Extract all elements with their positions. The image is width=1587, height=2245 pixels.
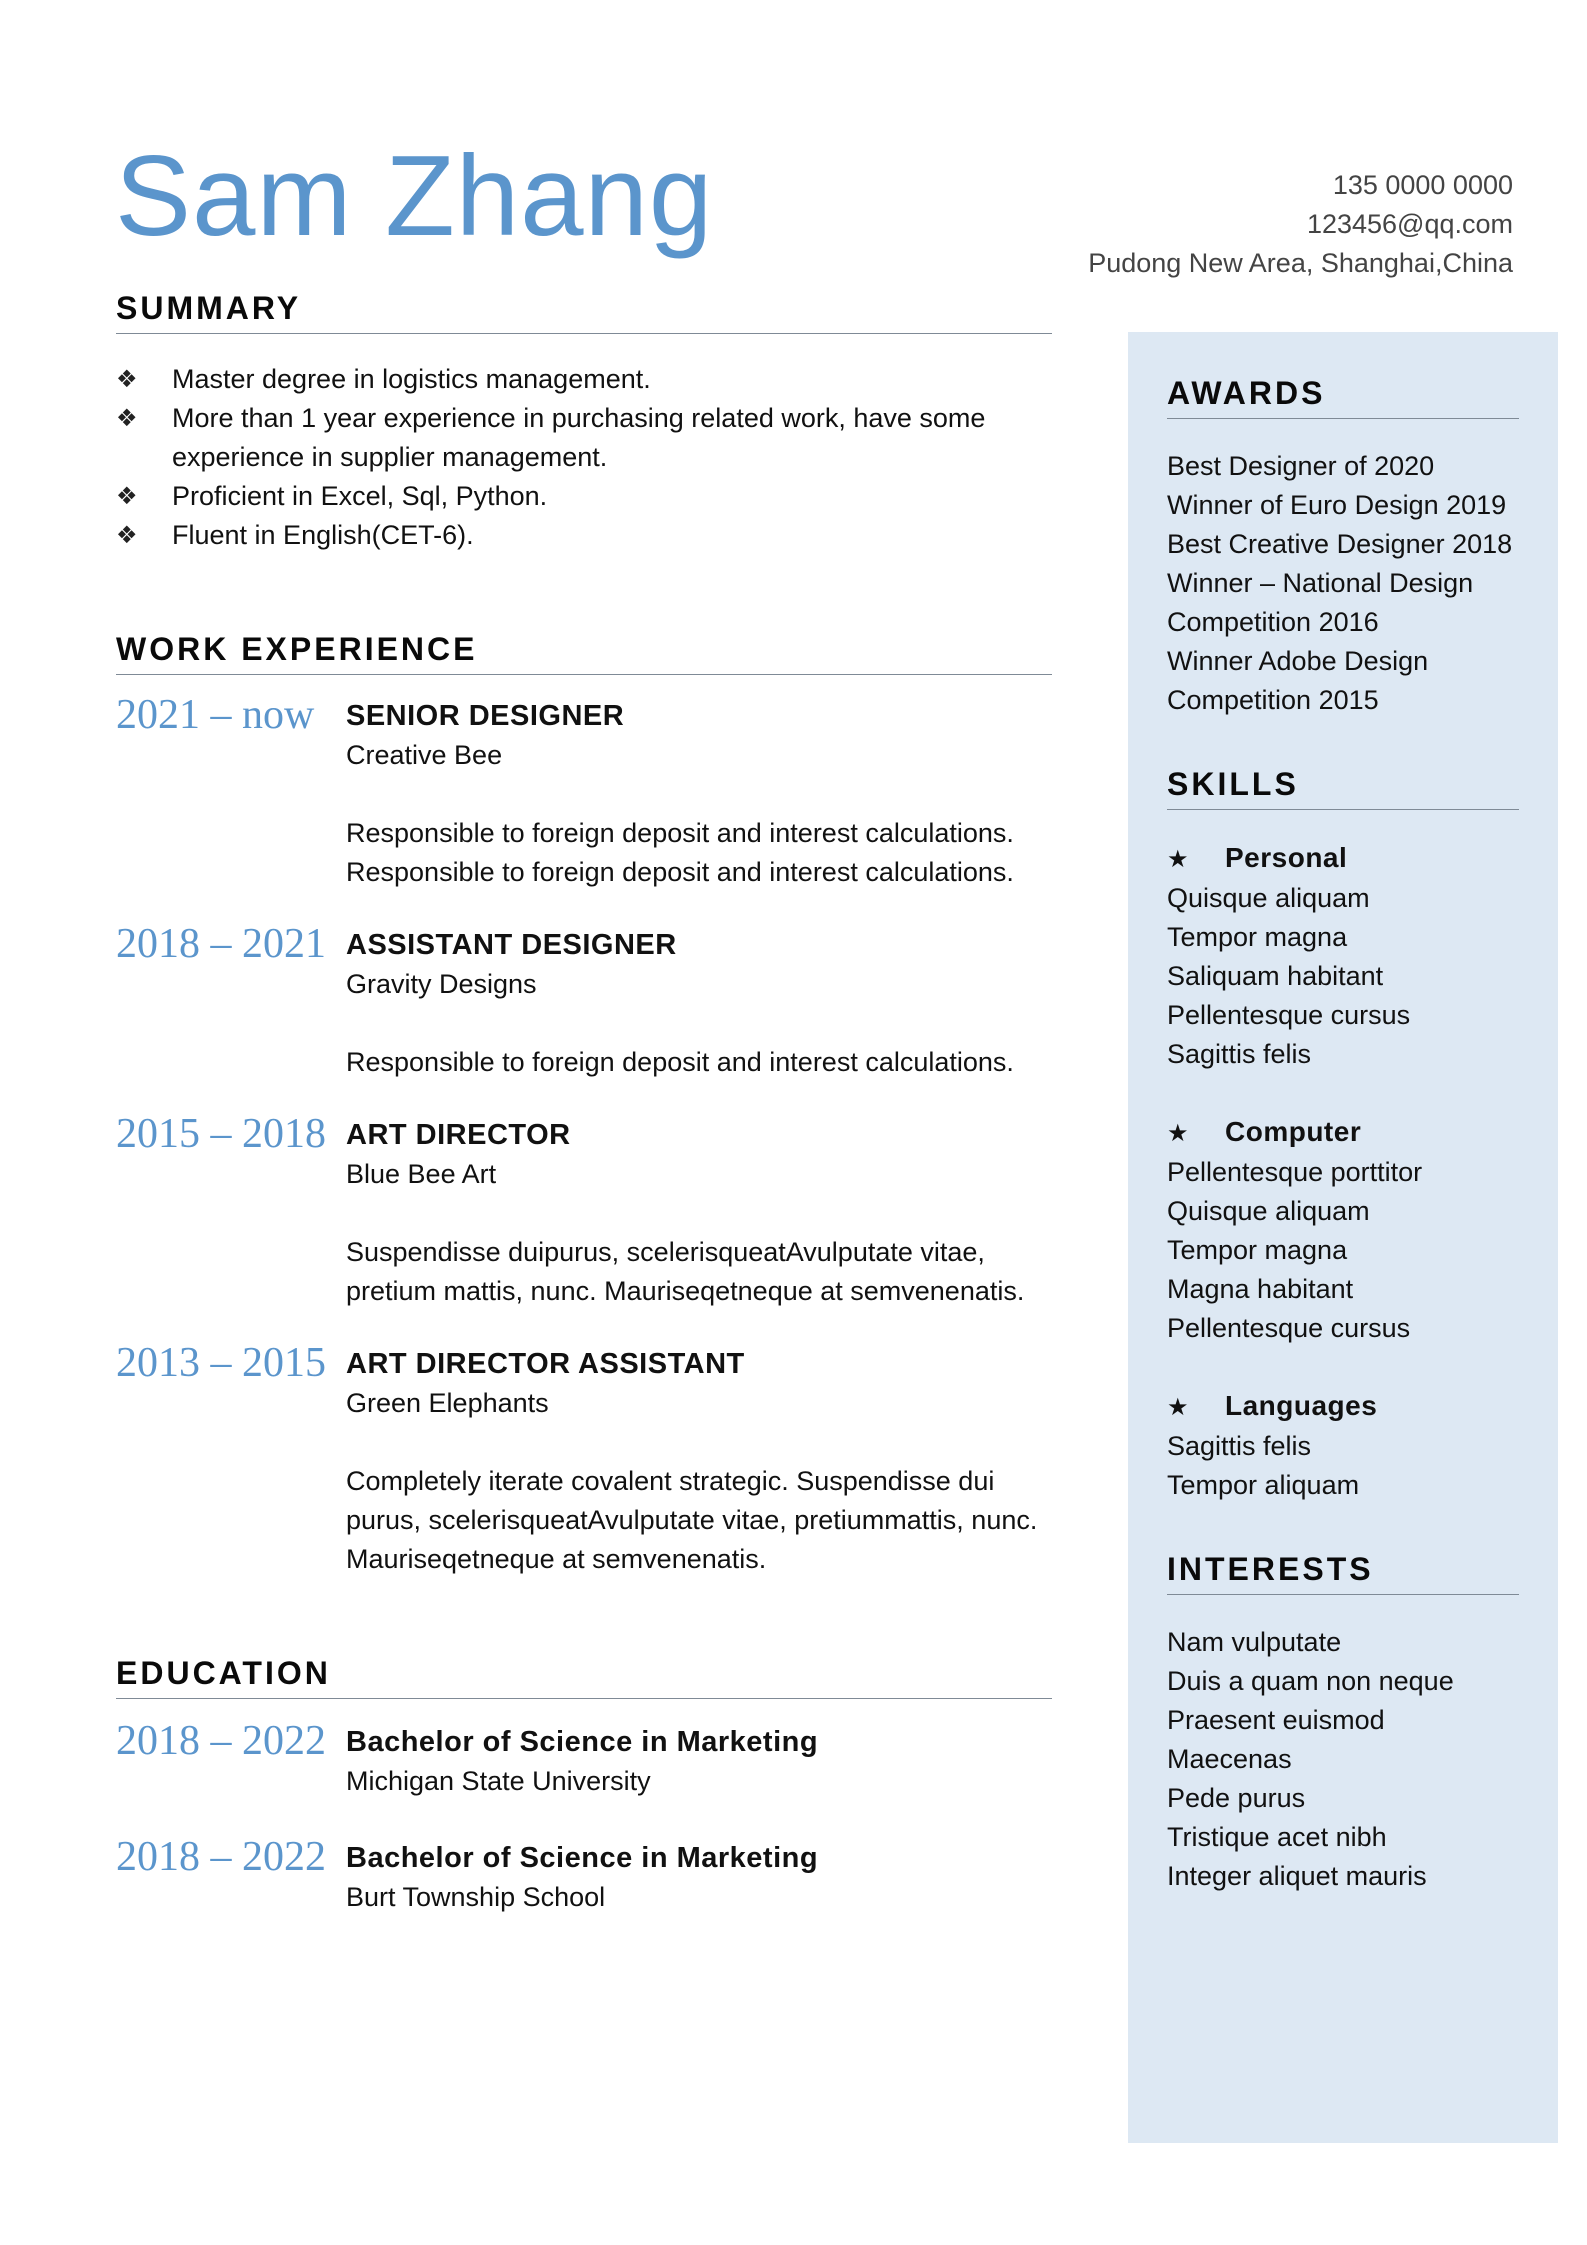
diamond-bullet-icon: ❖ <box>116 405 138 432</box>
skill-item: Tempor aliquam <box>1167 1470 1360 1500</box>
job-description: Suspendisse duipurus, scelerisqueatAvulputate vitae, pretium mattis, nunc. Mauriseqetneque at semvenenatis. <box>346 1237 1025 1306</box>
email-address: 123456@qq.com <box>1306 209 1513 239</box>
education-entry <box>116 1718 1052 1801</box>
contact-info <box>1088 166 1513 283</box>
skill-item: Sagittis felis <box>1167 1039 1312 1069</box>
diamond-bullet-icon: ❖ <box>116 483 138 510</box>
summary-item: ❖ More than 1 year experience in purchasing related work, have some experience in supplier management. <box>116 399 1052 477</box>
awards-section <box>1167 375 1519 720</box>
job-description: Responsible to foreign deposit and interest calculations. <box>346 1047 1014 1077</box>
skill-group <box>1167 838 1519 1074</box>
job-company: Creative Bee <box>346 740 503 770</box>
job-company: Gravity Designs <box>346 969 537 999</box>
skill-item: Pellentesque cursus <box>1167 1000 1411 1030</box>
interest-item: Maecenas <box>1167 1744 1292 1774</box>
work-experience-section <box>116 631 1052 1579</box>
interest-item: Nam vulputate <box>1167 1627 1342 1657</box>
summary-list <box>116 360 1052 555</box>
sidebar <box>1128 332 1558 2143</box>
skill-item: Pellentesque cursus <box>1167 1313 1411 1343</box>
award-item: Competition 2016 <box>1167 607 1379 637</box>
skill-item: Pellentesque porttitor <box>1167 1157 1423 1187</box>
star-icon: ★ <box>1167 846 1190 873</box>
skill-group <box>1167 1386 1519 1505</box>
diamond-bullet-icon: ❖ <box>116 522 138 549</box>
award-item: Winner of Euro Design 2019 <box>1167 490 1507 520</box>
star-icon: ★ <box>1167 1120 1190 1147</box>
skill-group-name: Computer <box>1225 1116 1362 1147</box>
job-entry <box>116 692 1052 892</box>
skill-item: Tempor magna <box>1167 1235 1348 1265</box>
work-experience-heading: WORK EXPERIENCE <box>116 631 1052 675</box>
star-icon: ★ <box>1167 1394 1190 1421</box>
job-entry <box>116 1111 1052 1311</box>
interests-section <box>1167 1551 1519 1896</box>
skill-item: Quisque aliquam <box>1167 883 1370 913</box>
skill-item: Saliquam habitant <box>1167 961 1384 991</box>
interest-item: Integer aliquet mauris <box>1167 1861 1427 1891</box>
interest-item: Duis a quam non neque <box>1167 1666 1454 1696</box>
summary-heading: SUMMARY <box>116 290 1052 334</box>
interest-item: Praesent euismod <box>1167 1705 1385 1735</box>
skill-group-name: Languages <box>1225 1390 1378 1421</box>
home-address: Pudong New Area, Shanghai,China <box>1088 248 1513 278</box>
summary-item: ❖ Proficient in Excel, Sql, Python. <box>116 477 1052 516</box>
skill-item: Tempor magna <box>1167 922 1348 952</box>
award-item: Winner – National Design <box>1167 568 1474 598</box>
skills-section <box>1167 766 1519 1505</box>
job-list <box>116 692 1052 1579</box>
skill-group <box>1167 1112 1519 1348</box>
job-company: Green Elephants <box>346 1388 549 1418</box>
interests-list <box>1167 1623 1519 1896</box>
education-entry <box>116 1834 1052 1917</box>
award-item: Competition 2015 <box>1167 685 1379 715</box>
candidate-name: Sam Zhang <box>115 133 714 260</box>
job-description: Completely iterate covalent strategic. Suspendisse dui purus, scelerisqueatAvulputate vitae, pretiummattis, nunc. Mauriseqetneque at semvenenatis. <box>346 1466 1038 1574</box>
awards-heading: AWARDS <box>1167 375 1519 419</box>
degree-title: Bachelor of Science in Marketing <box>346 1726 819 1758</box>
award-item: Winner Adobe Design <box>1167 646 1429 676</box>
job-title: ART DIRECTOR ASSISTANT <box>346 1348 745 1380</box>
award-item: Best Creative Designer 2018 <box>1167 529 1513 559</box>
job-title: SENIOR DESIGNER <box>346 700 625 732</box>
school-name: Michigan State University <box>346 1766 651 1796</box>
education-heading: EDUCATION <box>116 1655 1052 1699</box>
skill-group-name: Personal <box>1225 842 1348 873</box>
school-name: Burt Township School <box>346 1882 606 1912</box>
interests-heading: INTERESTS <box>1167 1551 1519 1595</box>
job-company: Blue Bee Art <box>346 1159 497 1189</box>
summary-section <box>116 290 1052 555</box>
degree-title: Bachelor of Science in Marketing <box>346 1842 819 1874</box>
interest-item: Pede purus <box>1167 1783 1306 1813</box>
summary-item: ❖ Fluent in English(CET-6). <box>116 516 1052 555</box>
skill-item: Sagittis felis <box>1167 1431 1312 1461</box>
job-entry <box>116 921 1052 1082</box>
education-date: 2018 – 2022 <box>116 1834 326 1880</box>
skill-item: Quisque aliquam <box>1167 1196 1370 1226</box>
job-date: 2018 – 2021 <box>116 921 326 967</box>
skills-heading: SKILLS <box>1167 766 1519 810</box>
job-date: 2021 – now <box>116 692 315 738</box>
job-description: Responsible to foreign deposit and interest calculations. Responsible to foreign deposit and interest calculations. <box>346 818 1014 887</box>
job-title: ASSISTANT DESIGNER <box>346 929 677 961</box>
education-list <box>116 1718 1052 1917</box>
awards-list <box>1167 447 1519 720</box>
job-title: ART DIRECTOR <box>346 1119 571 1151</box>
phone-number: 135 0000 0000 <box>1332 170 1513 200</box>
skill-item: Magna habitant <box>1167 1274 1354 1304</box>
interest-item: Tristique acet nibh <box>1167 1822 1387 1852</box>
job-date: 2015 – 2018 <box>116 1111 326 1157</box>
education-section <box>116 1655 1052 1917</box>
job-entry <box>116 1340 1052 1579</box>
skills-list <box>1167 838 1519 1505</box>
education-date: 2018 – 2022 <box>116 1718 326 1764</box>
diamond-bullet-icon: ❖ <box>116 366 138 393</box>
main-column <box>116 290 1052 1917</box>
job-date: 2013 – 2015 <box>116 1340 326 1386</box>
summary-item: ❖ Master degree in logistics management. <box>116 360 1052 399</box>
award-item: Best Designer of 2020 <box>1167 451 1435 481</box>
